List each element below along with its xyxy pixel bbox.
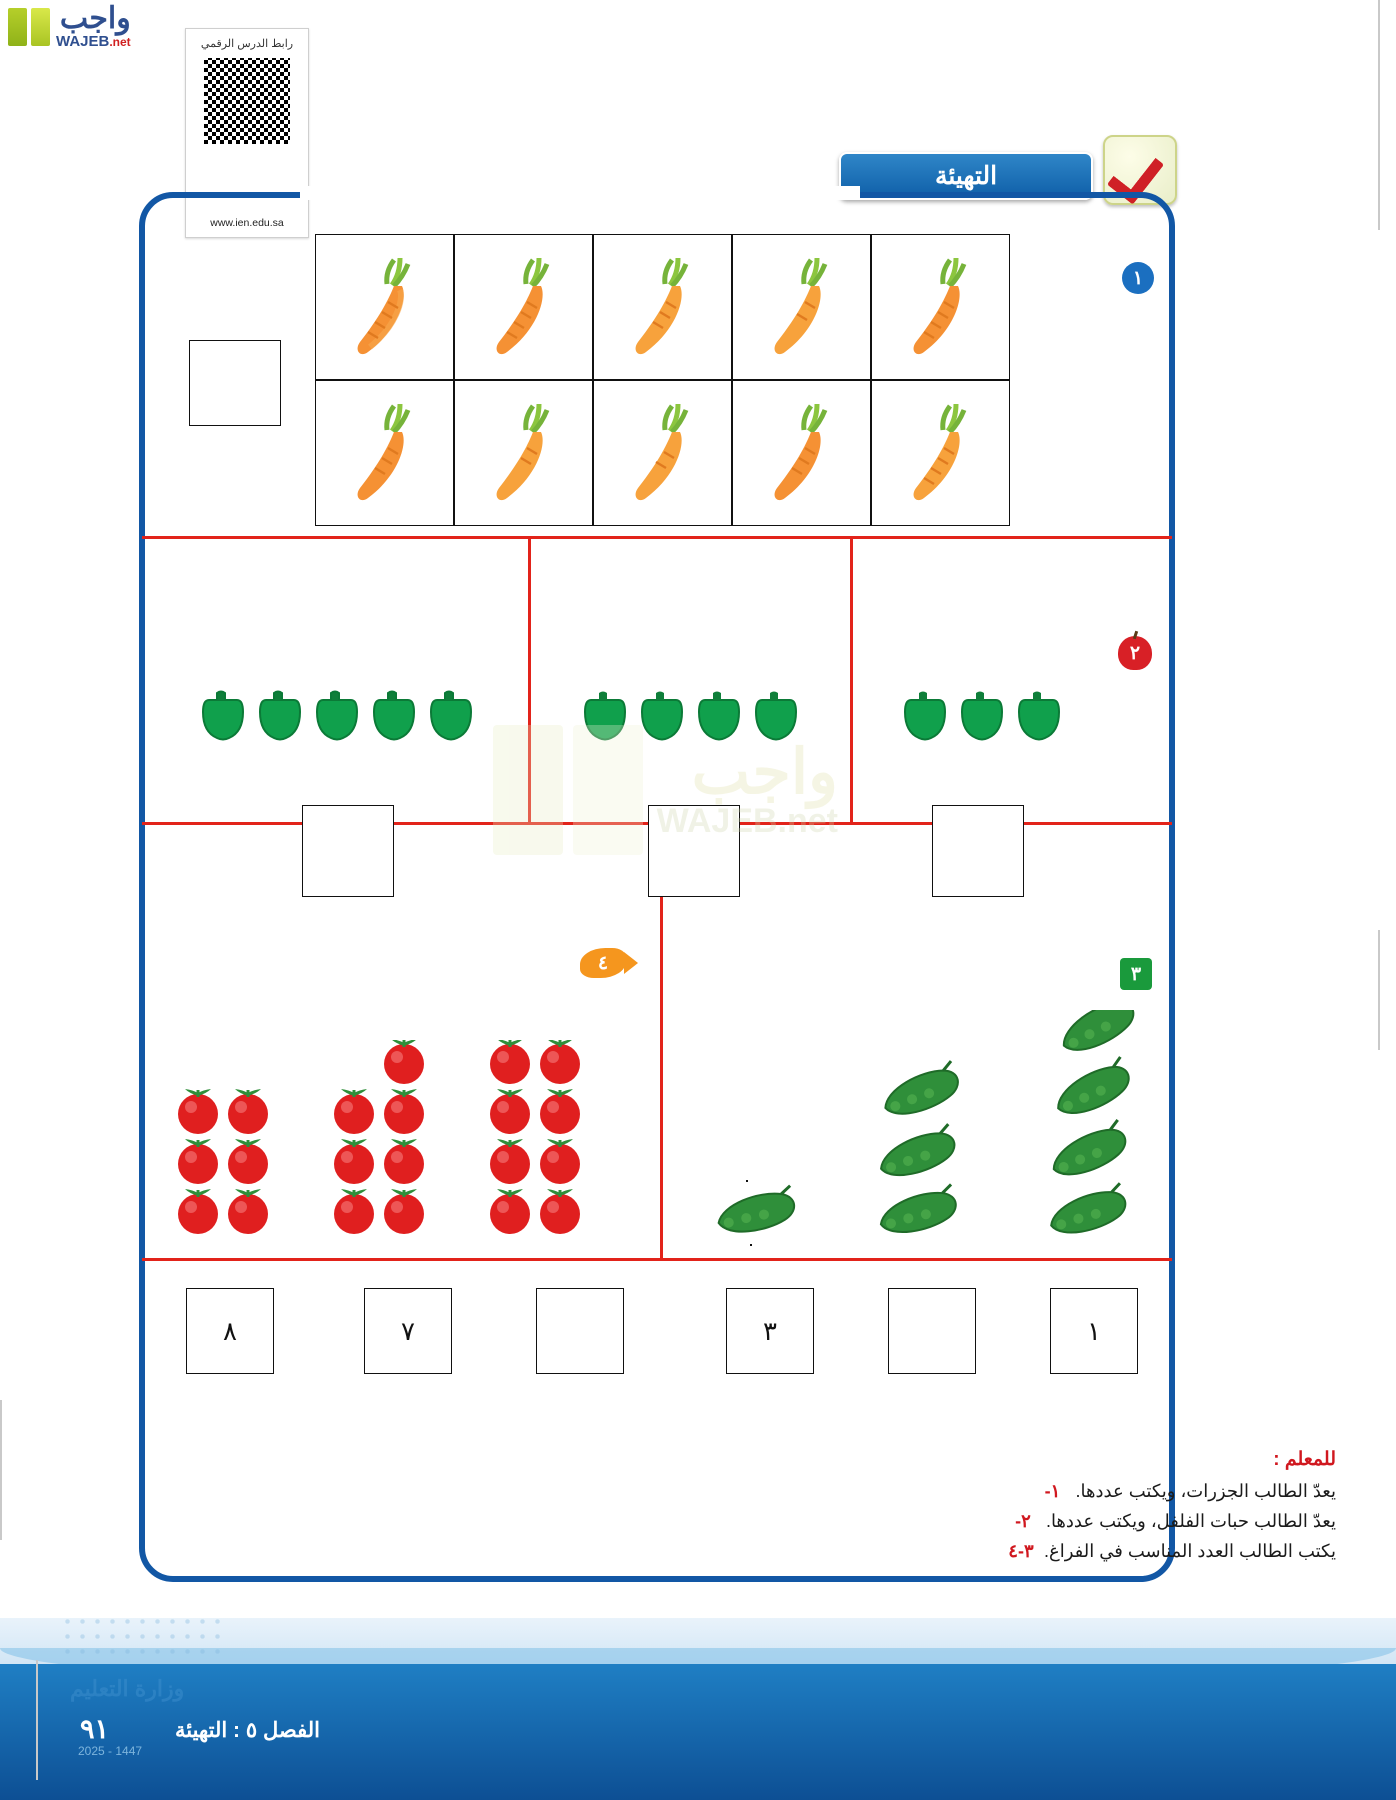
carrot-cell — [593, 380, 732, 526]
carrot-cell — [732, 380, 871, 526]
answer-box-exercise-4-group-1[interactable]: ٨ — [186, 1288, 274, 1374]
watermark-latin: WAJEB.net — [656, 802, 838, 840]
qr-code-image — [202, 56, 292, 146]
carrot-grid — [315, 234, 1015, 528]
page-edge-mark — [0, 1400, 2, 1540]
page-number: ٩١ — [80, 1714, 110, 1744]
pea-groups — [700, 1010, 1170, 1240]
watermark-book-icon — [493, 725, 643, 855]
answer-box-exercise-3-group-2[interactable] — [888, 1288, 976, 1374]
exercise-number-2: ٢ — [1118, 636, 1152, 670]
logo-arabic-text: واجب — [59, 2, 131, 35]
teacher-note-text: يكتب الطالب العدد المناسب في الفراغ. — [1043, 1541, 1336, 1561]
teacher-notes-title: للمعلم : — [1273, 1449, 1336, 1470]
teacher-note-number: ٣-٤ — [1008, 1541, 1034, 1561]
spacer2 — [750, 1244, 752, 1246]
answer-box-exercise-2-group-3[interactable] — [932, 805, 1024, 897]
teacher-note-text: يعدّ الطالب الجزرات، ويكتب عددها. — [1075, 1481, 1336, 1501]
page-edge-mark — [1378, 930, 1380, 1050]
carrot-cell — [454, 380, 593, 526]
page-title-label: التهيئة — [934, 162, 998, 190]
exercise-number-3: ٣ — [1120, 958, 1152, 990]
frame-title-gap — [300, 186, 860, 200]
logo-latin-text: WAJEB.net — [56, 33, 131, 50]
divider-row1 — [142, 536, 1172, 539]
carrot-cell — [871, 380, 1010, 526]
teacher-notes — [0, 1448, 1336, 1571]
tomato-groups — [170, 1040, 650, 1270]
qr-url: www.ien.edu.sa — [210, 217, 284, 229]
carrot-cell — [315, 380, 454, 526]
teacher-note-line — [0, 1481, 1336, 1502]
page-footer — [0, 1618, 1396, 1800]
teacher-note-number: ١- — [1044, 1481, 1061, 1501]
exercise-number-1: ١ — [1122, 262, 1154, 294]
teacher-note-line — [0, 1541, 1336, 1562]
page-edge-mark — [1378, 0, 1380, 230]
book-icon — [8, 8, 50, 46]
teacher-note-line — [0, 1511, 1336, 1532]
carrot-cell — [593, 234, 732, 380]
answer-box-exercise-4-group-3[interactable] — [536, 1288, 624, 1374]
answer-box-exercise-3-group-3[interactable]: ١ — [1050, 1288, 1138, 1374]
answer-box-exercise-3-group-1[interactable]: ٣ — [726, 1288, 814, 1374]
divider-row2-v2 — [850, 537, 853, 822]
carrot-cell — [315, 234, 454, 380]
carrot-cell — [871, 234, 1010, 380]
exercise-number-4: ٤ — [580, 948, 626, 978]
watermark-arabic: واجب — [691, 738, 838, 807]
qr-caption: رابط الدرس الرقمي — [200, 38, 294, 50]
ministry-name: وزارة التعليم — [70, 1676, 185, 1701]
page-edge-mark — [36, 1660, 38, 1780]
teacher-note-number: ٢- — [1015, 1511, 1031, 1531]
pepper-group-3 — [898, 685, 1073, 755]
watermark — [398, 700, 838, 880]
footer-year: 1447 - 2025 — [78, 1744, 143, 1758]
answer-box-exercise-1[interactable] — [189, 340, 281, 426]
chapter-label: الفصل ٥ : التهيئة — [175, 1719, 320, 1742]
site-logo — [8, 4, 131, 49]
answer-box-exercise-2-group-1[interactable] — [302, 805, 394, 897]
answer-box-exercise-4-group-2[interactable]: ٧ — [364, 1288, 452, 1374]
carrot-cell — [732, 234, 871, 380]
carrot-cell — [454, 234, 593, 380]
teacher-note-text: يعدّ الطالب حبات الفلفل، ويكتب عددها. — [1045, 1511, 1336, 1531]
spacer — [746, 1180, 748, 1182]
